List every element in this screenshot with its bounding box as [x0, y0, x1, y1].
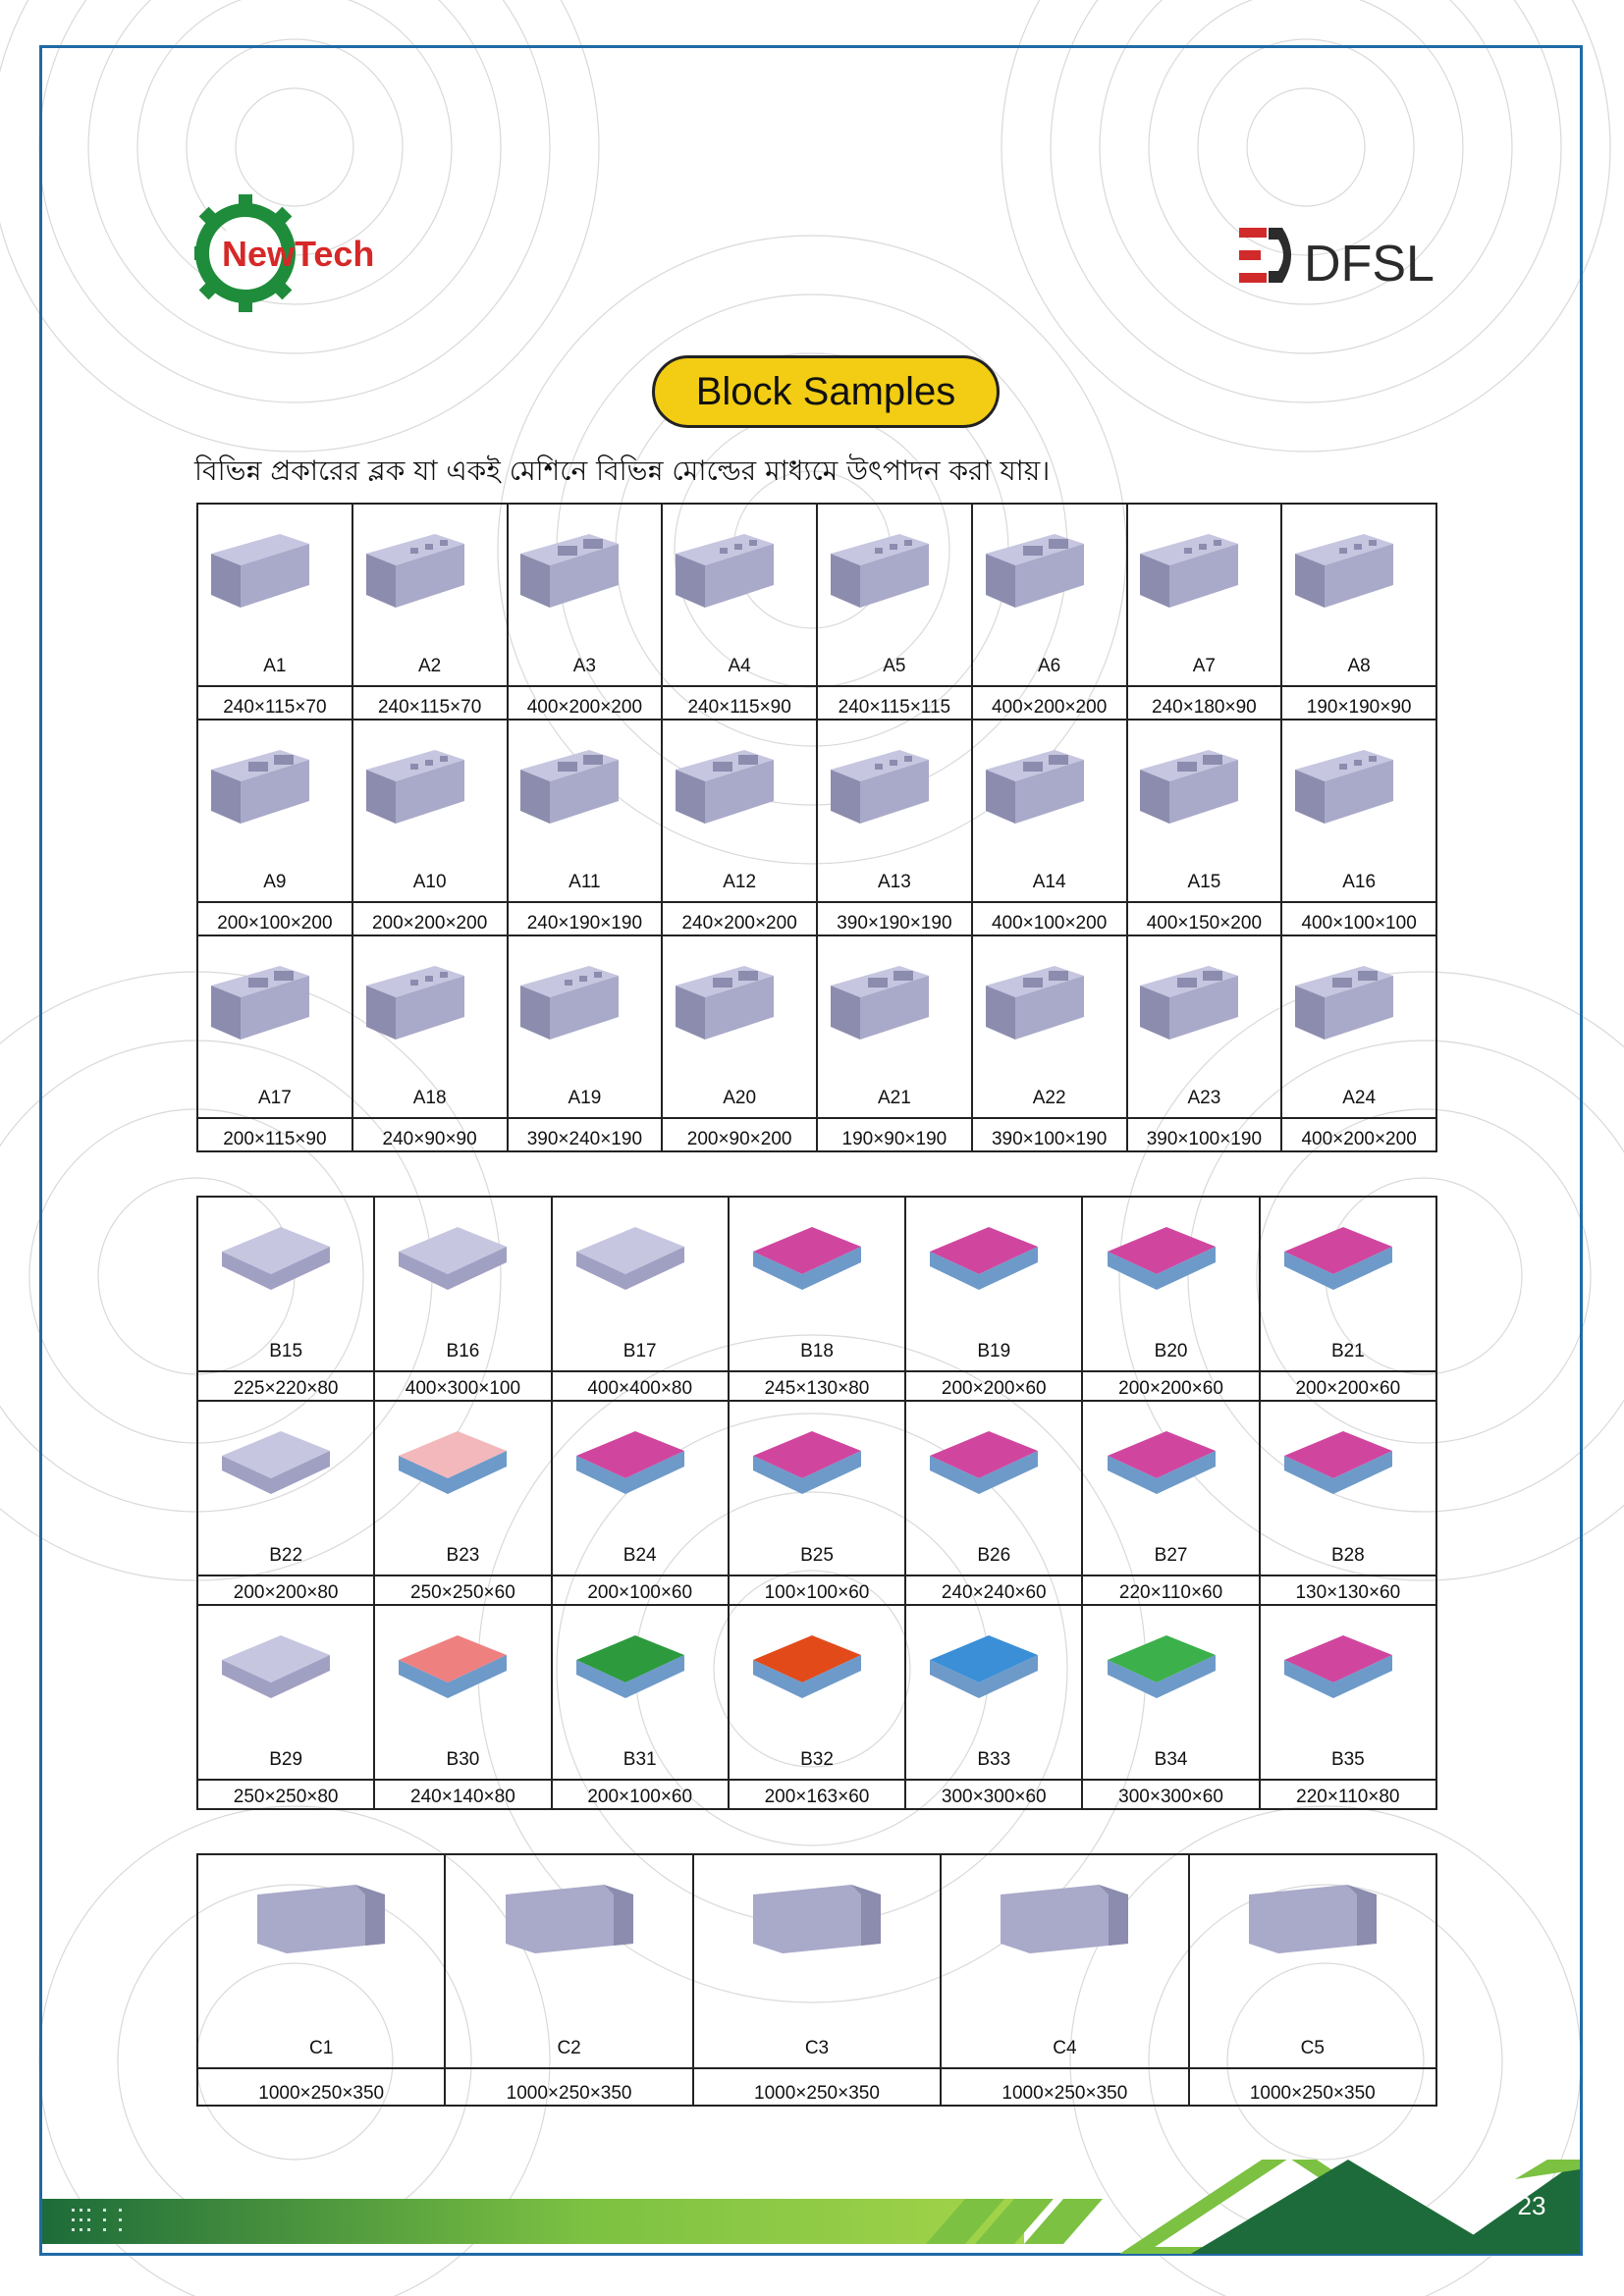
block-code-label: A22: [1032, 1088, 1066, 1108]
block-sample-image: [666, 730, 813, 828]
page-title: Block Samples: [652, 355, 1000, 428]
dimension-row: [197, 902, 1436, 935]
block-dimensions: 1000×250×350: [693, 2068, 941, 2106]
block-sample-cell: [662, 504, 817, 686]
block-code-label: A11: [568, 872, 601, 892]
block-sample-cell: [905, 1401, 1082, 1575]
block-sample-image: [567, 1207, 714, 1306]
block-sample-cell: [905, 1197, 1082, 1371]
block-sample-image: [1285, 730, 1433, 828]
block-sample-image: [1098, 1207, 1245, 1306]
block-sample-cell: [729, 1401, 905, 1575]
block-dimensions: 220×110×80: [1260, 1780, 1436, 1809]
block-dimensions: 300×300×60: [1082, 1780, 1259, 1809]
block-sample-cell: [374, 1401, 551, 1575]
block-code-label: A19: [568, 1088, 602, 1108]
dimension-row: [197, 2068, 1436, 2106]
block-code-label: A5: [883, 656, 906, 676]
block-sample-cell: [197, 504, 352, 686]
block-code-label: B24: [623, 1545, 657, 1566]
block-code-label: C3: [804, 2038, 830, 2058]
block-sample-cell: [197, 1401, 374, 1575]
block-sample-image: [201, 514, 349, 613]
block-code-label: A16: [1342, 872, 1377, 892]
block-dimensions: 1000×250×350: [941, 2068, 1188, 2106]
block-code-label: C1: [309, 2038, 334, 2058]
block-sample-cell: [552, 1401, 729, 1575]
block-dimensions: 200×200×80: [197, 1575, 374, 1605]
block-sample-image: [356, 946, 504, 1044]
block-dimensions: 400×200×200: [1281, 1118, 1436, 1151]
block-sample-image: [1274, 1616, 1422, 1714]
image-row: [197, 1197, 1436, 1371]
block-code-label: B31: [623, 1749, 657, 1770]
block-dimensions: 400×100×200: [972, 902, 1127, 935]
block-sample-cell: [1082, 1401, 1259, 1575]
block-code-label: B26: [977, 1545, 1011, 1566]
block-sample-image: [212, 1616, 359, 1714]
block-dimensions: 390×190×190: [817, 902, 972, 935]
block-code-label: A24: [1342, 1088, 1377, 1108]
block-dimensions: 200×90×200: [662, 1118, 817, 1151]
block-sample-image: [666, 514, 813, 613]
dfsl-logo: [1239, 206, 1435, 304]
svg-text:DFSL: DFSL: [1304, 236, 1435, 293]
block-dimensions: 200×100×60: [552, 1780, 729, 1809]
block-sample-cell: [374, 1605, 551, 1780]
block-sample-image: [356, 514, 504, 613]
newtech-logo: [194, 192, 410, 320]
block-code-label: B17: [623, 1341, 657, 1362]
block-sample-image: [567, 1616, 714, 1714]
block-dimensions: 200×200×60: [1082, 1371, 1259, 1401]
block-dimensions: 220×110×60: [1082, 1575, 1259, 1605]
block-code-label: B32: [800, 1749, 834, 1770]
block-code-label: A2: [418, 656, 442, 676]
block-dimensions: 130×130×60: [1260, 1575, 1436, 1605]
block-sample-cell: [1127, 935, 1282, 1118]
block-code-label: B20: [1154, 1341, 1188, 1362]
block-dimensions: 240×200×200: [662, 902, 817, 935]
block-sample-image: [821, 730, 968, 828]
block-code-label: B30: [446, 1749, 480, 1770]
block-sample-image: [821, 514, 968, 613]
block-sample-image: [496, 1865, 643, 1963]
block-sample-image: [1130, 730, 1277, 828]
block-dimensions: 400×200×200: [508, 686, 663, 720]
block-dimensions: 250×250×60: [374, 1575, 551, 1605]
block-code-label: A8: [1347, 656, 1371, 676]
block-sample-image: [976, 730, 1123, 828]
block-sample-cell: [729, 1605, 905, 1780]
block-dimensions: 200×163×60: [729, 1780, 905, 1809]
svg-text:NewTech: NewTech: [222, 234, 375, 274]
block-code-label: A12: [723, 872, 757, 892]
block-dimensions: 200×200×60: [905, 1371, 1082, 1401]
block-code-label: B15: [269, 1341, 303, 1362]
block-sample-cell: [817, 720, 972, 902]
block-sample-image: [743, 1207, 891, 1306]
dimension-row: [197, 1371, 1436, 1401]
block-code-label: A6: [1038, 656, 1061, 676]
block-code-label: A4: [728, 656, 751, 676]
block-code-label: B22: [269, 1545, 303, 1566]
block-code-label: B27: [1154, 1545, 1188, 1566]
block-dimensions: 250×250×80: [197, 1780, 374, 1809]
block-sample-cell: [817, 935, 972, 1118]
block-code-label: B35: [1330, 1749, 1365, 1770]
block-sample-cell: [662, 720, 817, 902]
dimension-row: [197, 686, 1436, 720]
block-dimensions: 400×150×200: [1127, 902, 1282, 935]
image-row: [197, 935, 1436, 1118]
block-code-label: A21: [877, 1088, 911, 1108]
block-sample-image: [389, 1412, 536, 1510]
block-code-label: A1: [263, 656, 287, 676]
block-sample-cell: [508, 935, 663, 1118]
block-sample-cell: [662, 935, 817, 1118]
block-code-label: B25: [800, 1545, 834, 1566]
block-dimensions: 240×90×90: [352, 1118, 508, 1151]
block-sample-image: [743, 1616, 891, 1714]
block-code-label: C2: [557, 2038, 581, 2058]
block-dimensions: 245×130×80: [729, 1371, 905, 1401]
block-sample-cell: [1281, 720, 1436, 902]
block-dimensions: 100×100×60: [729, 1575, 905, 1605]
block-dimensions: 400×100×100: [1281, 902, 1436, 935]
block-sample-cell: [197, 935, 352, 1118]
block-sample-image: [1098, 1412, 1245, 1510]
block-sample-image: [212, 1412, 359, 1510]
block-sample-image: [389, 1207, 536, 1306]
block-sample-cell: [693, 1854, 941, 2068]
block-sample-image: [356, 730, 504, 828]
block-sample-image: [976, 946, 1123, 1044]
block-code-label: B21: [1330, 1341, 1365, 1362]
block-sample-image: [920, 1207, 1067, 1306]
block-sample-cell: [552, 1197, 729, 1371]
block-sample-image: [1130, 514, 1277, 613]
dimension-row: [197, 1780, 1436, 1809]
block-sample-cell: [197, 1605, 374, 1780]
block-sample-image: [743, 1412, 891, 1510]
block-sample-cell: [352, 720, 508, 902]
block-sample-cell: [508, 504, 663, 686]
block-sample-cell: [1260, 1197, 1436, 1371]
page-number: 23: [1517, 2191, 1546, 2220]
block-sample-cell: [197, 1197, 374, 1371]
block-sample-cell: [972, 720, 1127, 902]
block-sample-cell: [445, 1854, 692, 2068]
block-sample-image: [821, 946, 968, 1044]
image-row: [197, 1401, 1436, 1575]
footer-banner: [42, 2160, 1580, 2254]
block-sample-image: [1274, 1207, 1422, 1306]
block-sample-image: [511, 946, 658, 1044]
block-sample-image: [201, 730, 349, 828]
block-sample-image: [511, 730, 658, 828]
block-sample-cell: [1260, 1401, 1436, 1575]
block-sample-cell: [1189, 1854, 1436, 2068]
block-sample-cell: [552, 1605, 729, 1780]
block-sample-image: [920, 1616, 1067, 1714]
block-code-label: A15: [1187, 872, 1221, 892]
block-sample-cell: [1082, 1605, 1259, 1780]
block-sample-image: [1130, 946, 1277, 1044]
block-code-label: A10: [412, 872, 447, 892]
block-sample-image: [1098, 1616, 1245, 1714]
block-dimensions: 240×115×70: [197, 686, 352, 720]
block-sample-cell: [508, 720, 663, 902]
block-dimensions: 200×115×90: [197, 1118, 352, 1151]
block-code-label: A14: [1032, 872, 1066, 892]
image-row: [197, 720, 1436, 902]
block-sample-cell: [817, 504, 972, 686]
block-dimensions: 1000×250×350: [197, 2068, 445, 2106]
block-code-label: B23: [446, 1545, 480, 1566]
block-dimensions: 390×100×190: [972, 1118, 1127, 1151]
block-dimensions: 1000×250×350: [1189, 2068, 1436, 2106]
block-dimensions: 240×190×190: [508, 902, 663, 935]
block-sample-cell: [905, 1605, 1082, 1780]
block-code-label: B34: [1154, 1749, 1188, 1770]
block-code-label: A23: [1187, 1088, 1221, 1108]
block-sample-image: [976, 514, 1123, 613]
block-dimensions: 200×100×60: [552, 1575, 729, 1605]
block-code-label: A17: [257, 1088, 292, 1108]
block-code-label: A7: [1192, 656, 1216, 676]
image-row: [197, 504, 1436, 686]
block-sample-cell: [1260, 1605, 1436, 1780]
image-row: [197, 1854, 1436, 2068]
block-code-label: A3: [572, 656, 596, 676]
block-dimensions: 400×400×80: [552, 1371, 729, 1401]
block-dimensions: 390×100×190: [1127, 1118, 1282, 1151]
block-dimensions: 390×240×190: [508, 1118, 663, 1151]
dimension-row: [197, 1118, 1436, 1151]
dimension-row: [197, 1575, 1436, 1605]
block-dimensions: 240×240×60: [905, 1575, 1082, 1605]
block-sample-cell: [197, 720, 352, 902]
block-dimensions: 400×200×200: [972, 686, 1127, 720]
block-sample-cell: [1281, 935, 1436, 1118]
block-code-label: C5: [1300, 2038, 1325, 2058]
block-sample-cell: [197, 1854, 445, 2068]
block-sample-cell: [374, 1197, 551, 1371]
block-code-label: B16: [446, 1341, 480, 1362]
block-sample-cell: [1281, 504, 1436, 686]
block-code-label: A9: [263, 872, 287, 892]
block-sample-image: [920, 1412, 1067, 1510]
block-sample-cell: [941, 1854, 1188, 2068]
block-sample-image: [511, 514, 658, 613]
block-code-label: A20: [723, 1088, 757, 1108]
block-dimensions: 240×115×90: [662, 686, 817, 720]
block-table-a: [196, 503, 1437, 1152]
block-dimensions: 225×220×80: [197, 1371, 374, 1401]
block-sample-cell: [729, 1197, 905, 1371]
block-sample-image: [567, 1412, 714, 1510]
block-dimensions: 240×180×90: [1127, 686, 1282, 720]
block-dimensions: 190×190×90: [1281, 686, 1436, 720]
block-code-label: B29: [269, 1749, 303, 1770]
block-dimensions: 200×100×200: [197, 902, 352, 935]
block-dimensions: 240×140×80: [374, 1780, 551, 1809]
block-dimensions: 400×300×100: [374, 1371, 551, 1401]
image-row: [197, 1605, 1436, 1780]
block-table-b: [196, 1196, 1437, 1810]
block-dimensions: 200×200×200: [352, 902, 508, 935]
block-sample-image: [666, 946, 813, 1044]
block-sample-cell: [972, 504, 1127, 686]
block-dimensions: 200×200×60: [1260, 1371, 1436, 1401]
block-dimensions: 240×115×115: [817, 686, 972, 720]
block-sample-image: [212, 1207, 359, 1306]
block-code-label: B18: [800, 1341, 834, 1362]
block-sample-image: [743, 1865, 891, 1963]
block-code-label: A13: [877, 872, 911, 892]
block-sample-cell: [1127, 504, 1282, 686]
block-sample-image: [1285, 946, 1433, 1044]
block-table-c: [196, 1853, 1437, 2107]
block-sample-image: [991, 1865, 1138, 1963]
block-sample-cell: [352, 935, 508, 1118]
block-dimensions: 240×115×70: [352, 686, 508, 720]
block-sample-image: [1274, 1412, 1422, 1510]
block-sample-cell: [1127, 720, 1282, 902]
block-dimensions: 300×300×60: [905, 1780, 1082, 1809]
block-code-label: B28: [1330, 1545, 1365, 1566]
block-sample-cell: [352, 504, 508, 686]
subtitle: বিভিন্ন প্রকারের ব্লক যা একই মেশিনে বিভিন্ন মোল্ডের মাধ্যমে উৎপাদন করা যায়।: [194, 454, 1051, 487]
block-code-label: C4: [1053, 2038, 1077, 2058]
block-code-label: A18: [412, 1088, 447, 1108]
block-sample-image: [247, 1865, 395, 1963]
block-code-label: B33: [977, 1749, 1011, 1770]
block-dimensions: 190×90×190: [817, 1118, 972, 1151]
block-sample-cell: [972, 935, 1127, 1118]
block-sample-cell: [1082, 1197, 1259, 1371]
block-sample-image: [201, 946, 349, 1044]
block-sample-image: [1285, 514, 1433, 613]
block-code-label: B19: [977, 1341, 1011, 1362]
block-sample-image: [1239, 1865, 1386, 1963]
block-dimensions: 1000×250×350: [445, 2068, 692, 2106]
block-sample-image: [389, 1616, 536, 1714]
